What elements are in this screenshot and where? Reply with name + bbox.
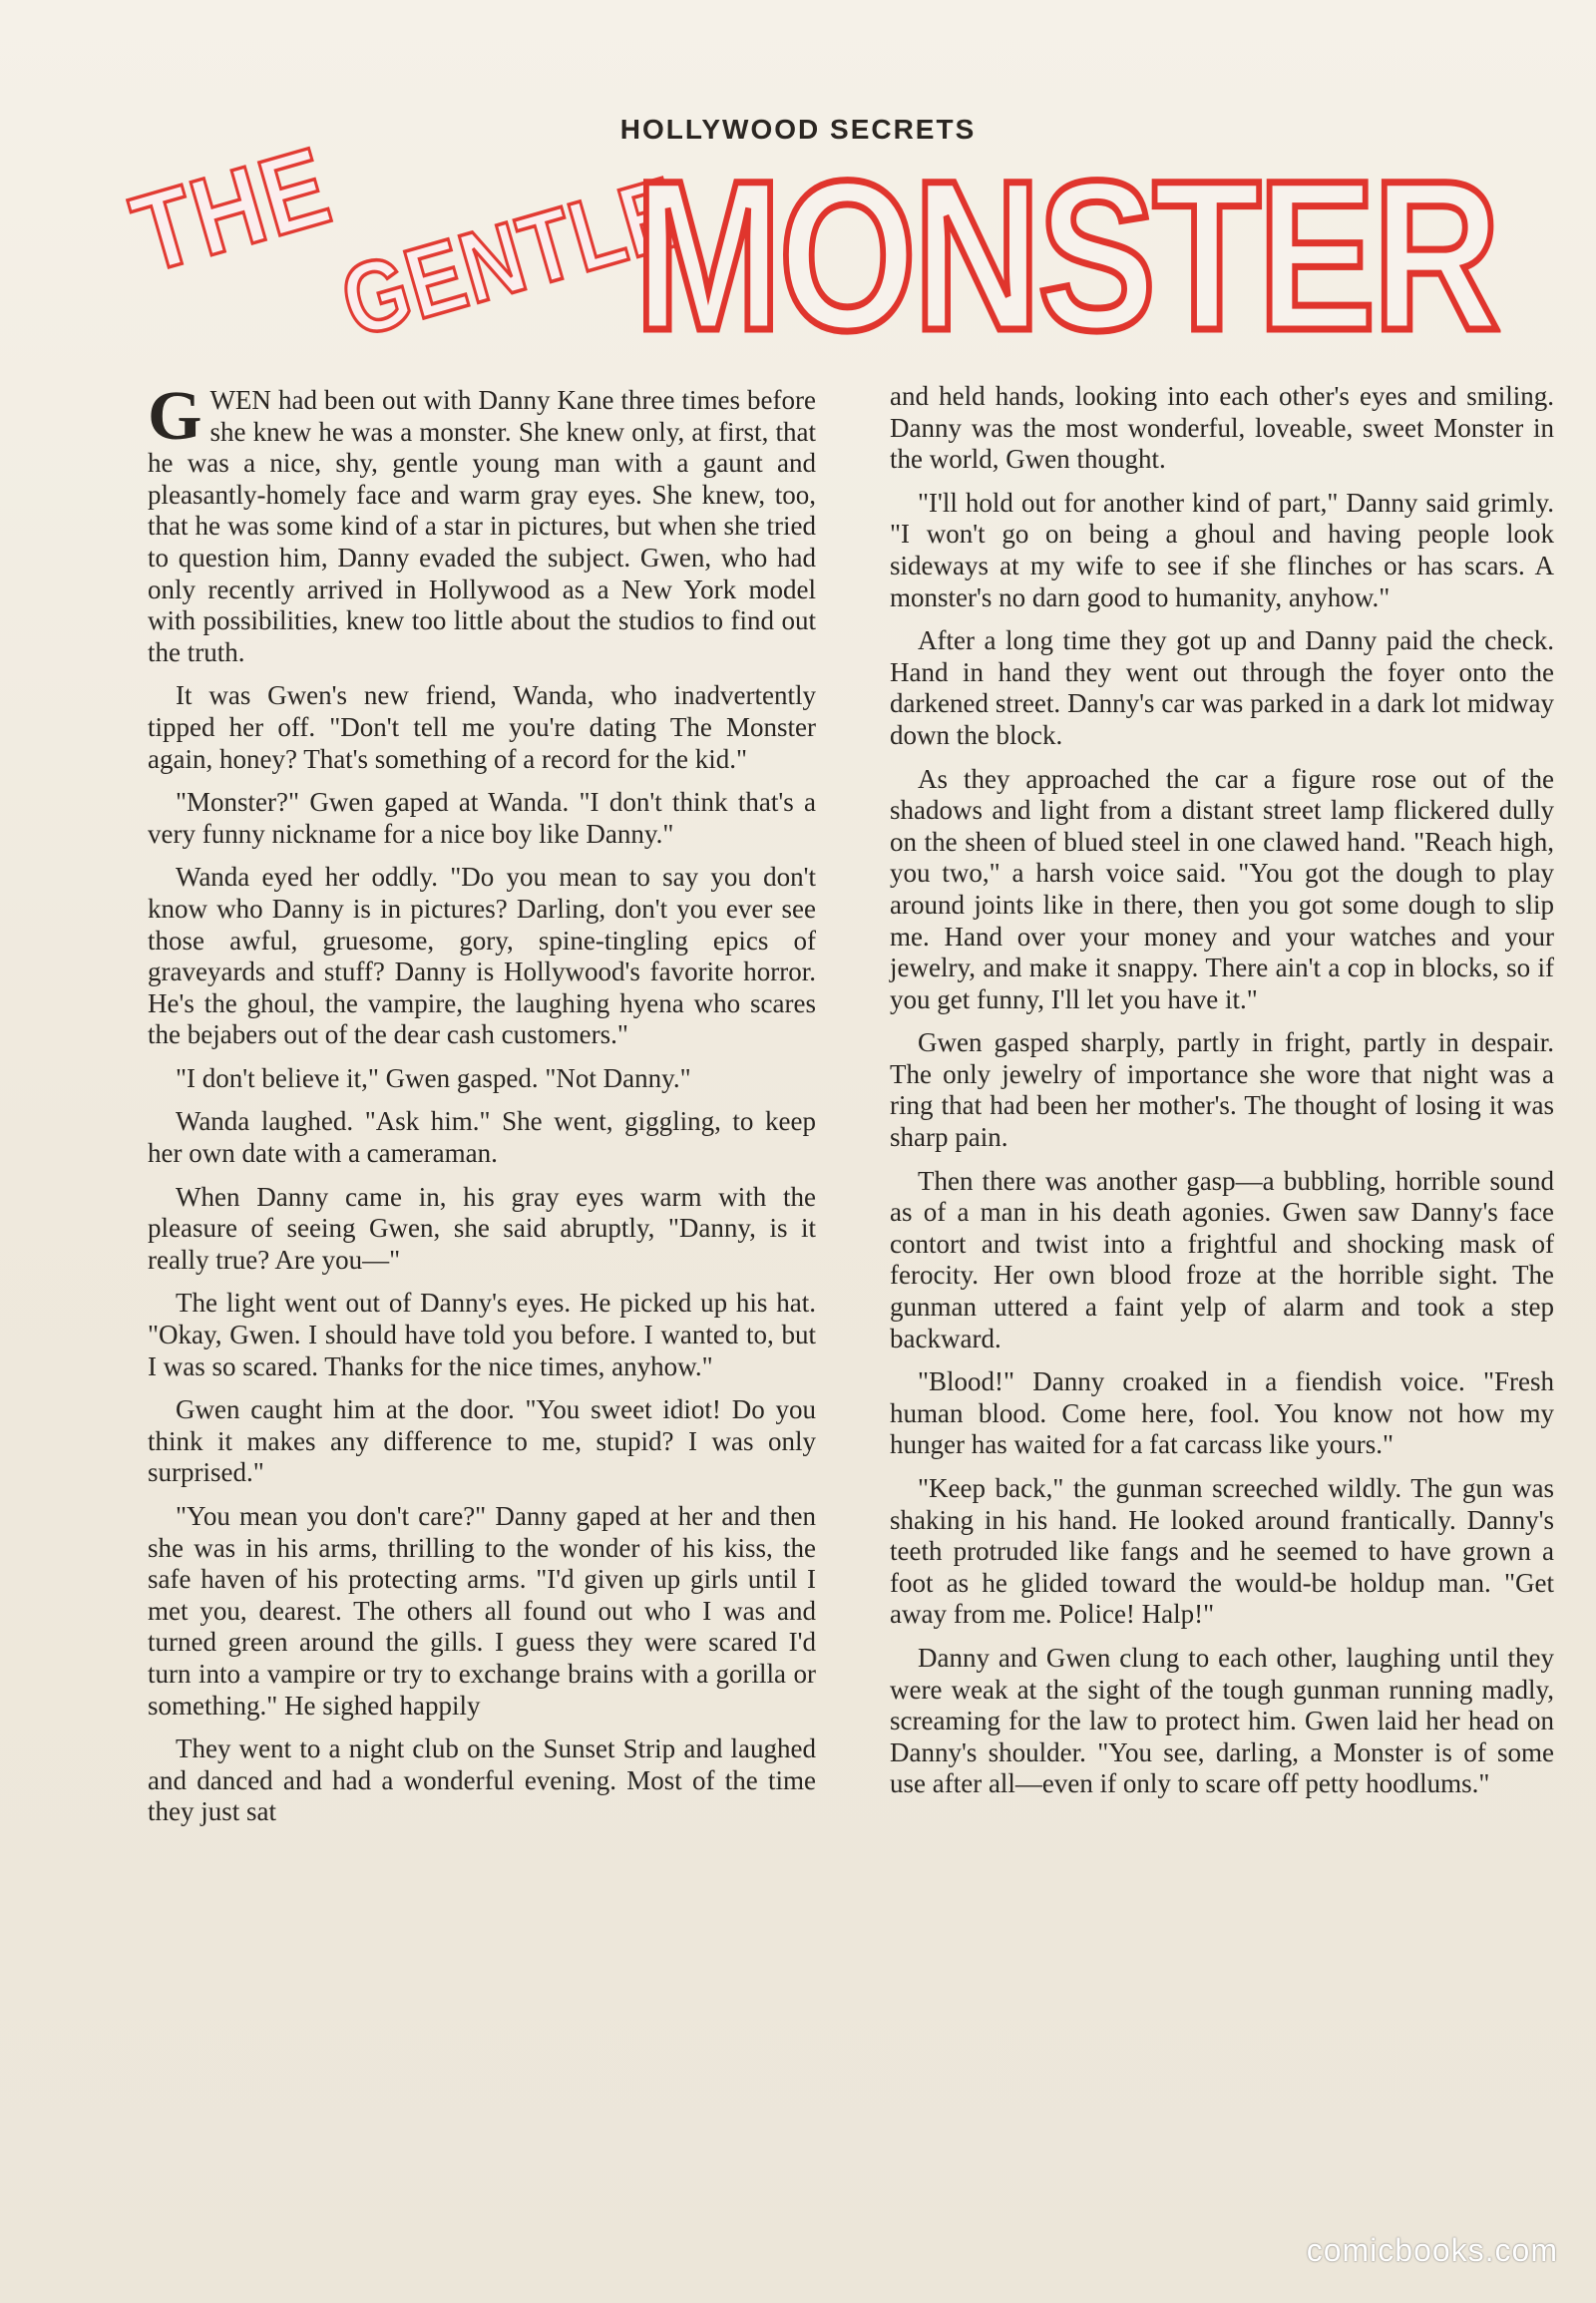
paragraph: "I don't believe it," Gwen gasped. "Not Danny." [176, 1062, 691, 1093]
paragraph: Wanda laughed. "Ask him." She went, giggling, to keep her own date with a cameraman. [148, 1106, 816, 1169]
title-word-gentle: GENTLE [329, 155, 693, 359]
paragraph: Wanda eyed her oddly. "Do you mean to say you don't know who Danny is in pictures? Darling, don't you ever see those awful, gruesome, gory, spine-tingling epics of graveyards and stuff? Danny is Hollywood's favorite horror. He's the ghoul, the vampire, the laughing hyena who scares the bejabers out of the dear cash customers." [148, 862, 816, 1050]
paragraph: They went to a night club on the Sunset Strip and laughed and danced and had a wonderful evening. Most of the time they just sat [148, 1733, 816, 1827]
paragraph: Then there was another gasp—a bubbling, horrible sound as of a man in his death agonies. Gwen saw Danny's face contort and twist into a frightful and shocking mask of ferocity. Her own blood froze at the horrible sight. The gunman uttered a faint yelp of alarm and took a step backward. [890, 1165, 1554, 1353]
paragraph: "You mean you don't care?" Danny gaped at her and then she was in his arms, thrilling to the wonder of his kiss, the safe haven of his protecting arms. "I'd given up girls until I met you, dearest. The others all found out who I was and turned green around the gills. I guess they were scared I'd turn into a vampire or try to exchange brains with a gorilla or something." He sighed happily [148, 1501, 816, 1721]
article-column-left [148, 378, 816, 1840]
paragraph: As they approached the car a figure rose out of the shadows and light from a distant street lamp flickered dully on the sheen of blued steel in one clawed hand. "Reach high, you two," a harsh voice said. "You got the dough to play around joints like in there, then you got some dough to slip me. Hand over your money and your watches and your jewelry, and make it snappy. There ain't a cop in blocks, so if you get funny, I'll let you have it." [890, 763, 1554, 1014]
title-word-monster: MONSTER [634, 137, 1497, 375]
article-column-right [890, 381, 1554, 1812]
drop-cap: G [148, 378, 202, 455]
section-kicker: HOLLYWOOD SECRETS [619, 114, 977, 145]
paragraph: "Monster?" Gwen gaped at Wanda. "I don't think that's a very funny nickname for a nice boy like Danny." [148, 787, 816, 849]
paragraph: It was Gwen's new friend, Wanda, who inadvertently tipped her off. "Don't tell me you're dating The Monster again, honey? That's something of a record for the kid." [148, 680, 816, 774]
paragraph: Gwen caught him at the door. "You sweet idiot! Do you think it makes any difference to me, stupid? I was only surprised." [148, 1394, 816, 1488]
site-watermark: comicbooks.com [1306, 2232, 1558, 2268]
paragraph: After a long time they got up and Danny paid the check. Hand in hand they went out through the foyer onto the darkened street. Danny's car was parked in a dark lot midway down the block. [890, 625, 1554, 750]
paragraph: When Danny came in, his gray eyes warm with the pleasure of seeing Gwen, she said abruptly, "Danny, is it really true? Are you—" [148, 1181, 816, 1275]
paragraph: Gwen gasped sharply, partly in fright, partly in despair. The only jewelry of importance she wore that night was a ring that had been her mother's. The thought of losing it was sharp pain. [890, 1027, 1554, 1153]
paragraph: "I'll hold out for another kind of part," Danny said grimly. "I won't go on being a ghoul and having people look sideways at my wife to see if she flinches or has scars. A monster's no darn good to humanity, anyhow." [890, 487, 1554, 612]
paragraph: The light went out of Danny's eyes. He picked up his hat. "Okay, Gwen. I should have told you before. I wanted to, but I was so scared. Thanks for the nice times, anyhow." [148, 1288, 816, 1381]
paragraph-text: WEN had been out with Danny Kane three times before she knew he was a monster. She knew only, at first, that he was a nice, shy, gentle young man with a gaunt and pleasantly-homely face and warm gray eyes. She knew, too, that he was some kind of a star in pictures, but when she tried to question him, Danny evaded the subject. Gwen, who had only recently arrived in Hollywood as a New York model with possibilities, knew too little about the studios to find out the truth. [148, 385, 816, 667]
paragraph: Danny and Gwen clung to each other, laughing until they were weak at the sight of the tough gunman running madly, screaming for the law to protect him. Gwen laid her head on Danny's shoulder. "You see, darling, a Monster is of some use after all—even if only to scare off petty hoodlums." [890, 1642, 1554, 1799]
paragraph: "Blood!" Danny croaked in a fiendish voice. "Fresh human blood. Come here, fool. You know not how my hunger has waited for a fat carcass like yours." [890, 1366, 1554, 1460]
title-word-the: THE [120, 124, 344, 297]
paragraph [148, 378, 816, 668]
paragraph: "Keep back," the gunman screeched wildly. The gun was shaking in his hand. He looked around frantically. Danny's teeth protruded like fangs and he seemed to have grown a foot as he glided toward the would-be holdup man. "Get away from me. Police! Halp!" [890, 1473, 1554, 1630]
paragraph-continuation: and held hands, looking into each other's eyes and smiling. Danny was the most wonderful, loveable, sweet Monster in the world, Gwen thought. [890, 381, 1554, 475]
